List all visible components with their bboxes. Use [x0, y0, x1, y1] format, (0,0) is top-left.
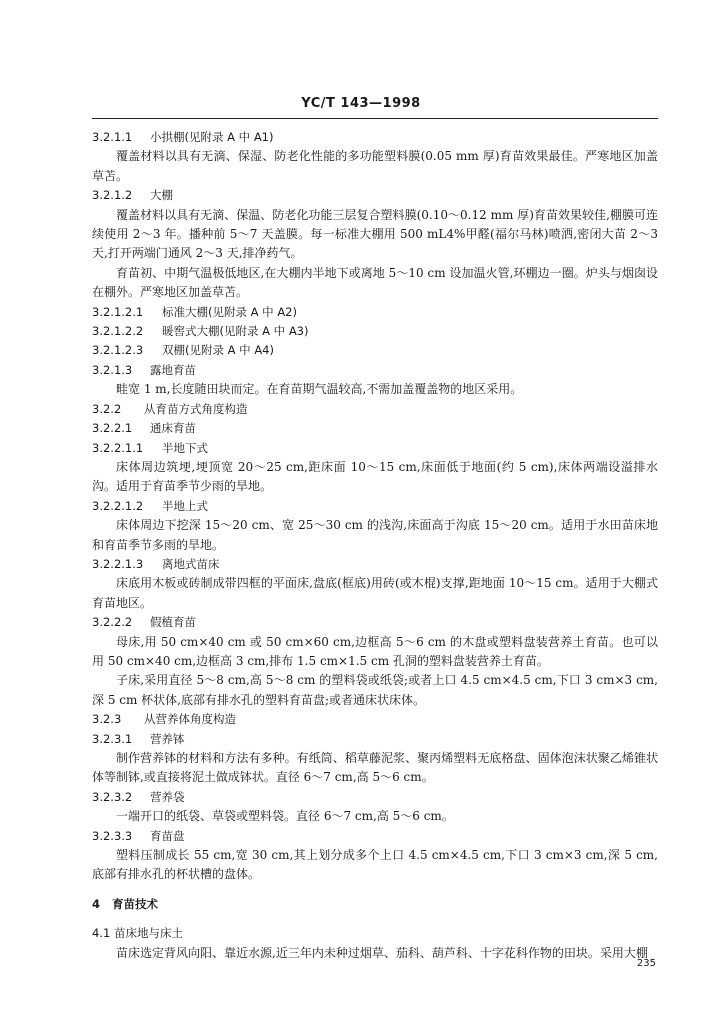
section-number: 3.2.2.1.3 — [92, 556, 144, 571]
section-heading — [92, 439, 658, 458]
body-paragraph: 床体周边下挖深 15～20 cm、宽 25～30 cm 的浅沟,床面高于沟底 15～20 cm。适用于水田苗床地和育苗季节多雨的旱地。 — [92, 518, 658, 552]
section-heading — [92, 400, 658, 419]
section-number: 3.2.2.1.1 — [92, 440, 144, 455]
section-heading — [92, 303, 658, 322]
section-title: 从营养体角度构造 — [144, 712, 236, 727]
section-number: 3.2.1.3 — [92, 362, 133, 377]
body-paragraph: 子床,采用直径 5～8 cm,高 5～8 cm 的塑料袋或纸袋;或者上口 4.5 cm×4.5 cm,下口 3 cm×3 cm,深 5 cm 杯状体,底部有排水孔的塑料育苗盘;或者通床状床体。 — [92, 673, 658, 707]
section-title: 育苗技术 — [112, 896, 158, 911]
section-heading — [92, 788, 658, 807]
section-number: 3.2.1.2.1 — [92, 304, 144, 319]
section-title: 暖窖式大棚(见附录 A 中 A3) — [162, 324, 309, 339]
section-heading — [92, 730, 658, 749]
section-title: 标准大棚(见附录 A 中 A2) — [162, 304, 297, 319]
body-paragraph: 一端开口的纸袋、草袋或塑料袋。直径 6～7 cm,高 5～6 cm。 — [116, 809, 454, 824]
body-paragraph: 制作营养钵的材料和方法有多种。有纸筒、稻草藤泥浆、聚丙烯塑料无底格盘、固体泡沫状聚乙烯锥状体等制钵,或直接将泥土做成钵状。直径 6～7 cm,高 5～6 cm。 — [92, 751, 658, 785]
section-number: 3.2.2 — [92, 401, 122, 416]
section-number: 3.2.1.1 — [92, 130, 133, 144]
section-title: 大棚 — [150, 188, 173, 203]
section-heading — [92, 710, 658, 729]
section-heading — [92, 186, 658, 205]
section-number: 3.2.3.3 — [92, 828, 133, 843]
body-paragraph: 塑料压制成长 55 cm,宽 30 cm,其上划分成多个上口 4.5 cm×4.5 cm,下口 3 cm×3 cm,深 5 cm,底部有排水孔的杯状槽的盘体。 — [92, 848, 658, 882]
section-title: 离地式苗床 — [162, 556, 220, 571]
page-header-standard-code: YC/T 143—1998 — [301, 96, 421, 111]
section-number: 3.2.1.2.3 — [92, 343, 144, 358]
section-number: 4.1 — [92, 926, 111, 941]
section-title: 半地上式 — [162, 498, 208, 513]
section-heading — [92, 555, 658, 574]
section-title: 半地下式 — [162, 440, 208, 455]
section-number: 3.2.2.1 — [92, 421, 133, 436]
section-heading — [92, 361, 658, 380]
section-number: 3.2.3.1 — [92, 731, 133, 746]
section-number: 3.2.1.2.2 — [92, 324, 144, 339]
body-paragraph: 床底用木板或砖制成带四框的平面床,盘底(框底)用砖(或木棍)支撑,距地面 10～15 cm。适用于大棚式育苗地区。 — [92, 576, 658, 610]
section-title: 营养袋 — [150, 789, 185, 804]
section-title: 从育苗方式角度构造 — [144, 401, 248, 416]
section-number: 4 — [92, 896, 101, 911]
header-divider-line — [92, 118, 658, 119]
body-paragraph: 育苗初、中期气温极低地区,在大棚内半地下或离地 5～10 cm 设加温火管,环棚边一圈。炉头与烟囱设在棚外。严寒地区加盖草苫。 — [92, 265, 658, 300]
section-number: 3.2.2.2 — [92, 615, 133, 630]
document-body — [92, 128, 658, 963]
section-title: 育苗盘 — [150, 828, 185, 843]
body-paragraph: 母床,用 50 cm×40 cm 或 50 cm×60 cm,边框高 5～6 cm 的木盘或塑料盘装营养土育苗。也可以用 50 cm×40 cm,边框高 3 cm,排布 1.5 cm×1.5 cm 孔洞的塑料盘装营养土育苗。 — [92, 634, 658, 668]
body-paragraph: 床体周边筑埂,埂顶宽 20～25 cm,距床面 10～15 cm,床面低于地面(约 5 cm),床体两端设溢排水沟。适用于育苗季节少雨的旱地。 — [92, 459, 658, 494]
body-paragraph: 覆盖材料以具有无滴、保温、防老化功能三层复合塑料膜(0.10～0.12 mm 厚)育苗效果较佳,棚膜可连续使用 2～3 年。播种前 5～7 天盖膜。每一标准大棚用 500 mL4%甲醛(福尔马林)喷洒,密闭大苗 2～3 天,打开两端门通风 2～3 天,排净药气。 — [92, 207, 658, 261]
section-number: 3.2.3 — [92, 712, 122, 727]
section-title: 苗床地与床土 — [114, 926, 183, 941]
section-title: 通床育苗 — [150, 421, 196, 436]
section-number: 3.2.2.1.2 — [92, 498, 144, 513]
section-heading — [92, 322, 658, 341]
body-paragraph: 苗床选定背风向阳、靠近水源,近三年内未种过烟草、茄科、葫芦科、十字花科作物的田块。采用大棚 — [116, 945, 648, 960]
body-paragraph: 畦宽 1 m,长度随田块而定。在育苗期气温较高,不需加盖覆盖物的地区采用。 — [116, 382, 523, 397]
section-heading — [92, 128, 658, 147]
section-title: 露地育苗 — [150, 362, 196, 377]
section-title: 营养钵 — [150, 731, 185, 746]
section-number: 3.2.3.2 — [92, 789, 133, 804]
body-paragraph: 覆盖材料以具有无滴、保湿、防老化性能的多功能塑料膜(0.05 mm 厚)育苗效果最佳。严寒地区加盖草苫。 — [92, 149, 658, 183]
section-heading — [92, 827, 658, 846]
section-title: 小拱棚(见附录 A 中 A1) — [150, 130, 274, 144]
page-number: 235 — [636, 958, 656, 969]
section-heading — [92, 613, 658, 632]
section-title: 双棚(见附录 A 中 A4) — [162, 343, 274, 358]
section-heading — [92, 497, 658, 516]
section-heading — [92, 419, 658, 438]
chapter-heading — [92, 895, 658, 914]
section-heading — [92, 341, 658, 360]
section-heading — [92, 924, 658, 943]
section-title: 假植育苗 — [150, 615, 196, 630]
section-number: 3.2.1.2 — [92, 188, 133, 203]
